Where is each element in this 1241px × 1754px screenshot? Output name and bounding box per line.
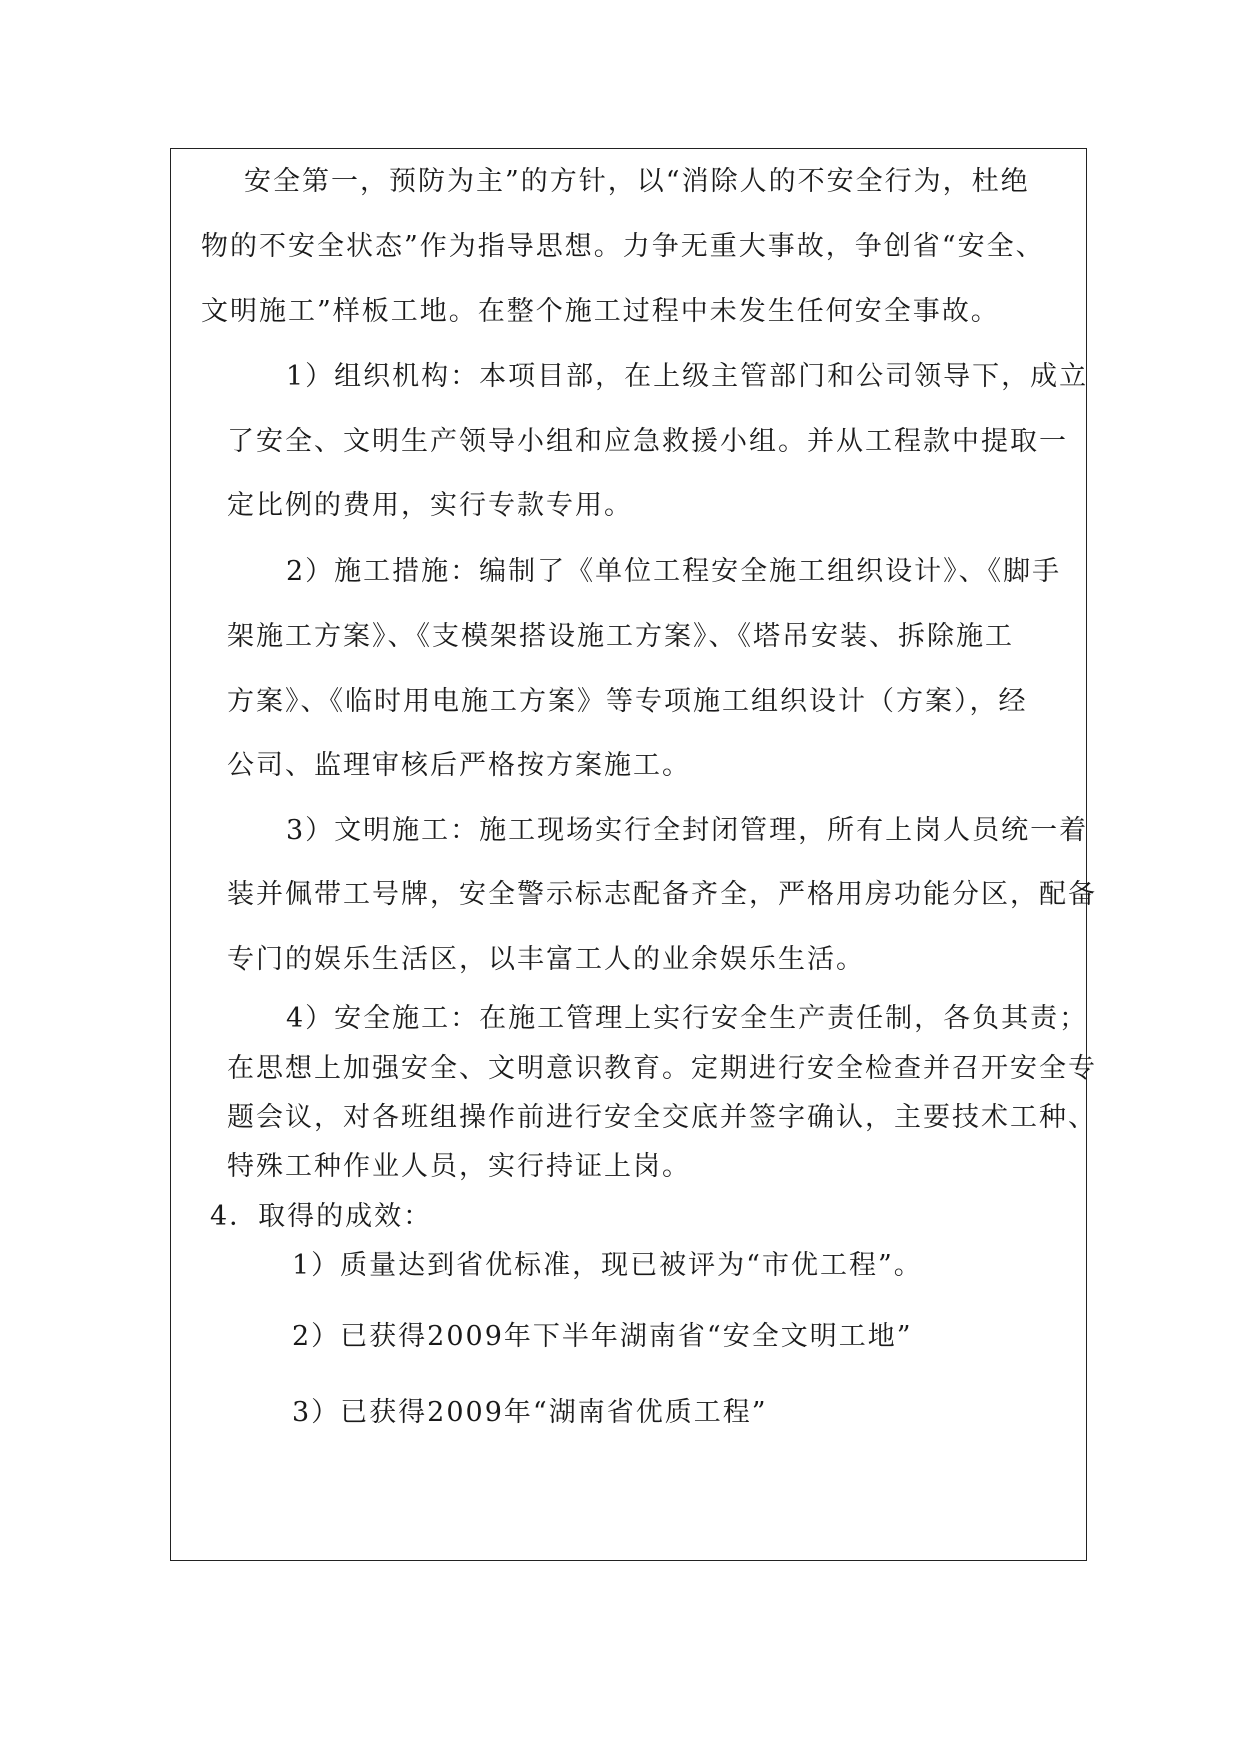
item-1-line-3: 定比例的费用，实行专款专用。 bbox=[227, 490, 633, 521]
item-3-line-1: 3）文明施工：施工现场实行全封闭管理，所有上岗人员统一着 bbox=[286, 815, 1089, 846]
item-4-line-1: 4）安全施工：在施工管理上实行安全生产责任制，各负其责； bbox=[286, 1003, 1089, 1034]
item-1-line-2: 了安全、文明生产领导小组和应急救援小组。并从工程款中提取一 bbox=[227, 426, 1068, 457]
result-1: 1）质量达到省优标准，现已被评为“市优工程”。 bbox=[292, 1250, 923, 1281]
result-2: 2）已获得2009年下半年湖南省“安全文明工地” bbox=[292, 1321, 913, 1352]
result-3: 3）已获得2009年“湖南省优质工程” bbox=[292, 1397, 768, 1428]
item-4-line-2: 在思想上加强安全、文明意识教育。定期进行安全检查并召开安全专 bbox=[227, 1053, 1097, 1084]
intro-line-1: 安全第一，预防为主”的方针，以“消除人的不安全行为，杜绝 bbox=[244, 166, 1030, 197]
intro-line-2: 物的不安全状态”作为指导思想。力争无重大事故，争创省“安全、 bbox=[201, 231, 1045, 262]
item-4-line-4: 特殊工种作业人员，实行持证上岗。 bbox=[227, 1151, 691, 1182]
item-2-line-3: 方案》、《临时用电施工方案》等专项施工组织设计（方案），经 bbox=[227, 686, 1028, 717]
item-4-line-3: 题会议，对各班组操作前进行安全交底并签字确认，主要技术工种、 bbox=[227, 1102, 1097, 1133]
item-1-line-1: 1）组织机构：本项目部，在上级主管部门和公司领导下，成立 bbox=[286, 361, 1089, 392]
intro-line-3: 文明施工”样板工地。在整个施工过程中未发生任何安全事故。 bbox=[201, 296, 1000, 327]
item-3-line-3: 专门的娱乐生活区，以丰富工人的业余娱乐生活。 bbox=[227, 944, 865, 975]
item-2-line-1: 2）施工措施：编制了《单位工程安全施工组织设计》、《脚手 bbox=[286, 556, 1062, 587]
section-4-heading: 4．取得的成效： bbox=[210, 1201, 433, 1232]
item-2-line-2: 架施工方案》、《支模架搭设施工方案》、《塔吊安装、拆除施工 bbox=[227, 621, 1014, 652]
item-2-line-4: 公司、监理审核后严格按方案施工。 bbox=[227, 750, 691, 781]
item-3-line-2: 装并佩带工号牌，安全警示标志配备齐全，严格用房功能分区，配备 bbox=[227, 879, 1097, 910]
